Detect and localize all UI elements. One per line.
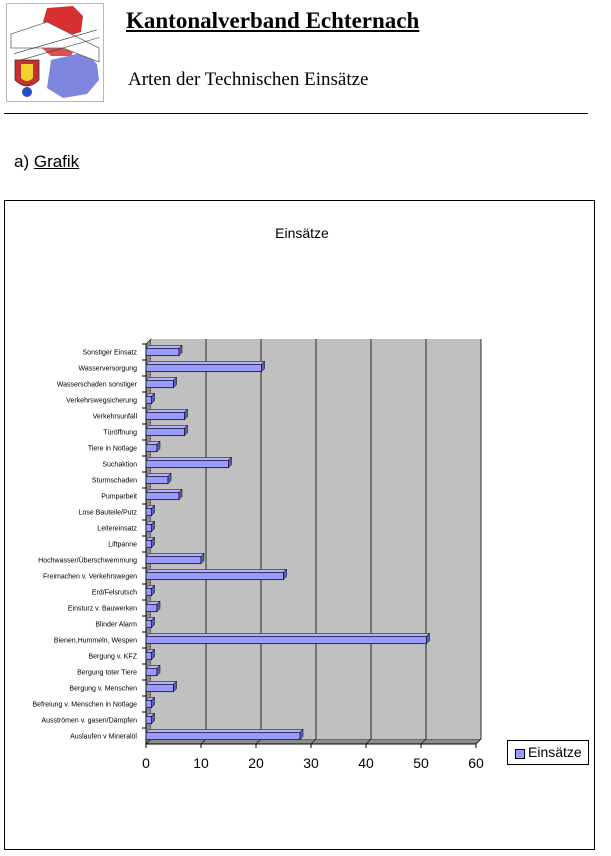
bar [146, 412, 185, 419]
bar [146, 556, 201, 563]
chart-title: Einsätze [275, 225, 329, 241]
bar [146, 668, 157, 675]
y-tick-label: Pumparbeit [101, 493, 137, 501]
bar [146, 348, 179, 355]
bar [146, 460, 229, 467]
bar-top-face [146, 681, 177, 684]
bar [146, 444, 157, 451]
bar [146, 652, 152, 659]
bar [146, 524, 152, 531]
y-tick-label: Freimachen v. Verkehrswegen [42, 573, 137, 581]
x-tick-label: 50 [413, 755, 429, 771]
legend-swatch [515, 749, 525, 759]
chart-legend [507, 740, 589, 765]
y-tick-label: Suchaktion [102, 461, 137, 469]
section-label: Grafik [33, 152, 80, 171]
bar [146, 700, 152, 707]
bar-top-face [146, 553, 204, 556]
x-tick-label: 40 [358, 755, 374, 771]
bar [146, 540, 152, 547]
bar [146, 684, 174, 691]
bar-top-face [146, 457, 232, 460]
bar [146, 636, 427, 643]
bar [146, 396, 152, 403]
bar-top-face [146, 633, 430, 636]
bar [146, 492, 179, 499]
bar-top-face [146, 489, 182, 492]
bar-top-face [146, 569, 287, 572]
bar-chart [5, 201, 594, 849]
bar [146, 716, 152, 723]
bar [146, 364, 262, 371]
logo [6, 3, 104, 102]
page-subtitle: Arten der Technischen Einsätze [128, 69, 369, 90]
bar [146, 380, 174, 387]
y-tick-label: Tiere in Notlage [87, 445, 137, 453]
y-tick-label: Türöffnung [103, 429, 137, 437]
bar [146, 732, 300, 739]
section-heading [14, 152, 79, 172]
x-tick-label: 30 [303, 755, 319, 771]
y-tick-label: Liftpanne [108, 541, 137, 549]
y-tick-label: Bergung toter Tiere [77, 669, 137, 677]
y-tick-label: Wasserschaden sonstiger [56, 381, 137, 389]
header-divider [4, 113, 588, 114]
y-tick-label: Befreiung v. Menschen in Notlage [32, 701, 137, 709]
logo-emblem-icon [7, 4, 103, 101]
bar-top-face [146, 425, 188, 428]
y-tick-label: Wasserversorgung [78, 365, 137, 373]
bar [146, 428, 185, 435]
bar [146, 604, 157, 611]
page-title: Kantonalverband Echternach [126, 8, 420, 33]
bar [146, 476, 168, 483]
y-tick-label: Sonstiger Einsatz [82, 349, 137, 357]
bar [146, 572, 284, 579]
y-tick-label: Sturmschaden [91, 477, 137, 485]
y-tick-label: Auslaufen v Mineralöl [70, 733, 137, 741]
y-tick-label: Ausströmen v. gasen/Dämpfen [41, 717, 137, 725]
y-tick-label: Leitereinsatz [97, 525, 137, 533]
y-tick-label: Verkehrsunfall [92, 413, 137, 421]
y-tick-label: Erd/Felsrutsch [91, 589, 137, 597]
y-tick-label: Blinder Alarm [95, 621, 137, 629]
bar [146, 620, 152, 627]
section-prefix: a) [14, 152, 34, 171]
y-tick-label: Bergung v. Menschen [69, 685, 137, 693]
y-tick-label: Verkehrswegsicherung [66, 397, 137, 405]
bar-top-face [146, 377, 177, 380]
y-tick-label: Bergung v. KFZ [88, 653, 137, 661]
bar-top-face [146, 729, 303, 732]
y-tick-label: Lose Bauteile/Putz [78, 509, 137, 517]
y-tick-label: Hochwasser/Überschwemmung [38, 557, 137, 565]
bar [146, 508, 152, 515]
legend-label: Einsätze [528, 744, 582, 760]
bar-top-face [146, 409, 188, 412]
bar-top-face [146, 473, 171, 476]
bar-top-face [146, 345, 182, 348]
y-tick-label: Bienen,Hummeln, Wespen [53, 637, 137, 645]
y-tick-label: Einsturz v. Bauwerken [67, 605, 137, 613]
x-tick-label: 0 [142, 755, 150, 771]
bar [146, 588, 152, 595]
x-tick-label: 10 [193, 755, 209, 771]
x-tick-label: 60 [468, 755, 484, 771]
bar-top-face [146, 361, 265, 364]
x-tick-label: 20 [248, 755, 264, 771]
chart-container [4, 200, 595, 850]
